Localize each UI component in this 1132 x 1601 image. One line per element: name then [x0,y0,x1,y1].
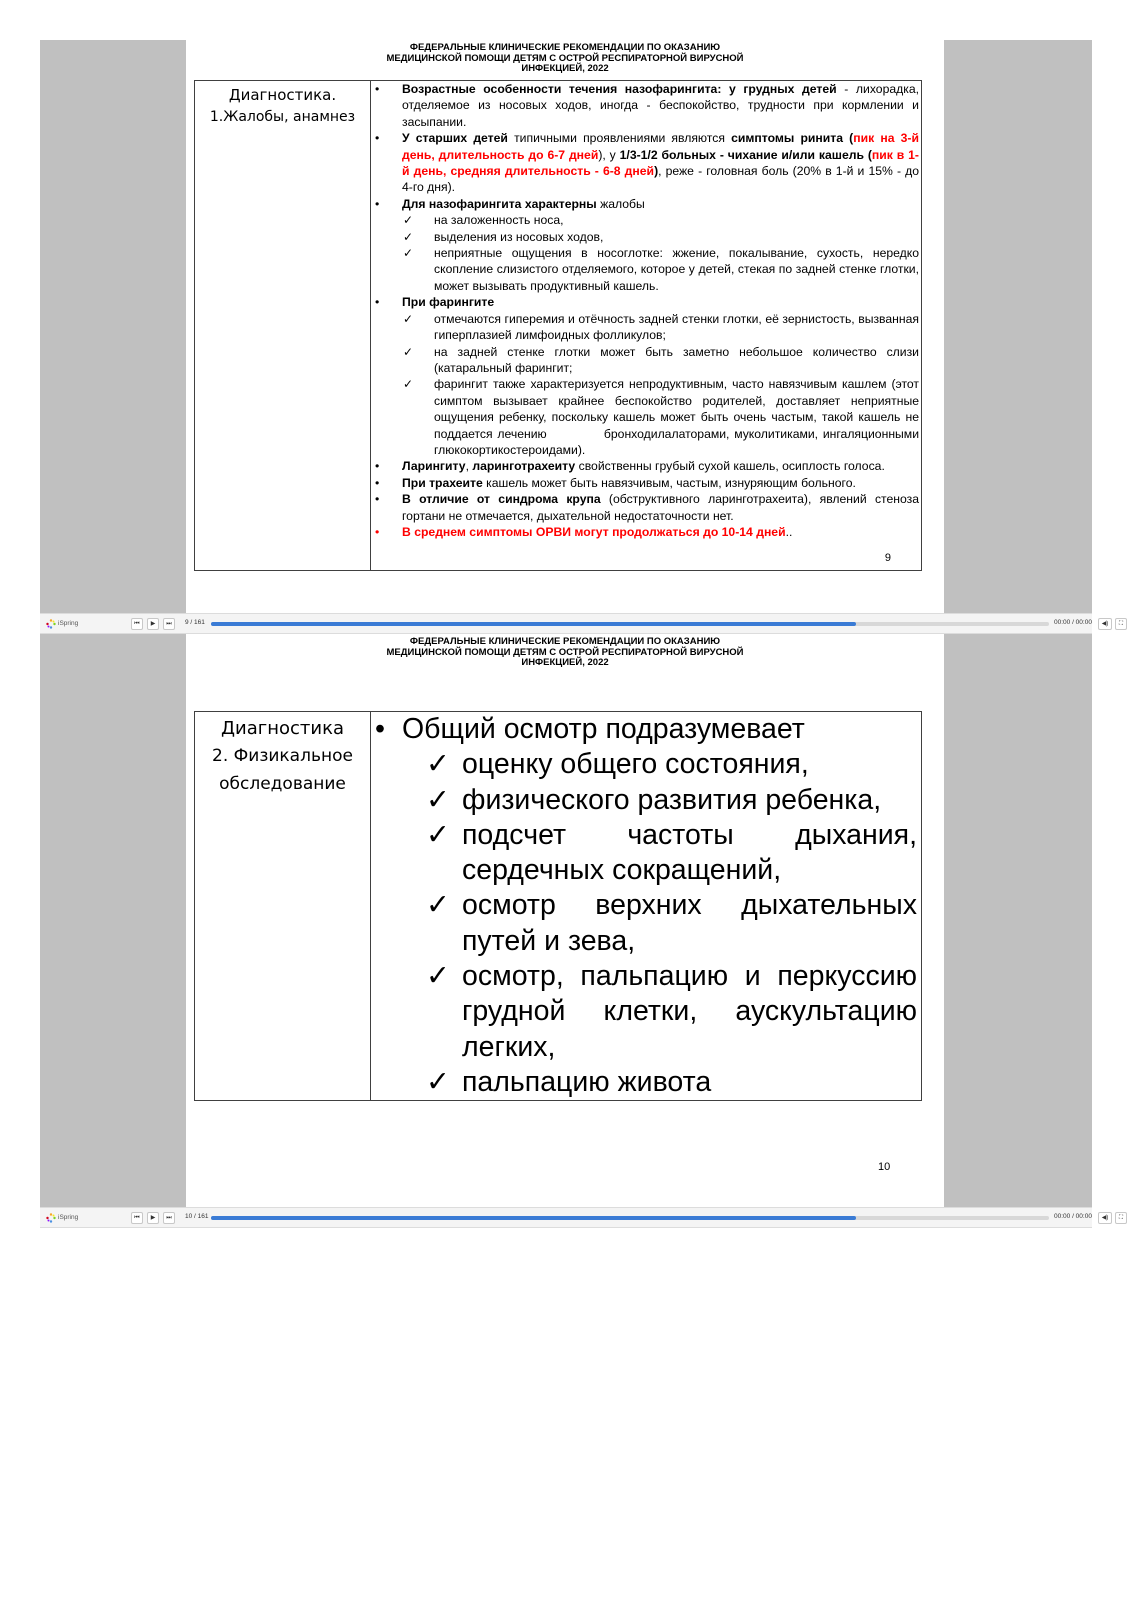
table-left-cell [195,712,371,1100]
text: , [465,459,473,474]
text: .. [785,524,793,539]
slide-9 [186,40,944,613]
text: выделения из носовых ходов, [434,229,604,244]
play-button[interactable]: ▶ [147,1212,159,1224]
slide-header [186,43,944,75]
check-icon: ✓ [426,960,450,993]
check-icon: ✓ [403,213,414,228]
section-subtitle: 2. Физикальное [212,746,353,766]
logo-text: iSpring [58,620,79,627]
section-title: Диагностика [220,718,344,739]
bullet-item [371,524,919,540]
text: осмотр верхних дыхательных путей и зева, [462,889,917,957]
check-icon: ✓ [426,748,450,781]
check-item [371,376,923,458]
ispring-icon [46,1213,56,1223]
bold-text: симптомы ринита ( [731,131,854,146]
text: отмечаются гиперемия и отёчность задней стенки глотки, её зернистость, вызванная гиперплазией лимфоидных фолликулов; [434,311,919,343]
ispring-logo [46,1212,78,1223]
slide-counter: 9 / 161 [185,619,205,626]
page-number: 10 [878,1161,891,1173]
check-item [371,818,921,889]
section-subtitle: обследование [219,774,346,794]
bullet-item [371,81,919,130]
bold-text: ларинготрахеиту [472,459,576,474]
check-item [371,344,919,377]
slide-9-frame [40,40,1092,613]
next-slide-button[interactable]: ⏭ [163,1212,175,1224]
check-icon: ✓ [403,377,414,392]
check-item [371,1065,921,1100]
bold-text: ) [654,164,659,179]
check-icon: ✓ [403,246,414,261]
content-table [194,711,922,1101]
progress-fill [211,1216,856,1220]
text: пальпацию живота [462,1065,712,1098]
time-display: 00:00 / 00:00 [1054,1213,1092,1220]
prev-slide-button[interactable]: ⏮ [131,1212,143,1224]
text: на заложенность носа, [434,213,564,228]
ispring-icon [46,619,56,629]
content-table [194,80,922,571]
check-item [371,245,919,294]
volume-button[interactable]: ◀) [1098,1212,1112,1224]
header-line: МЕДИЦИНСКОЙ ПОМОЩИ ДЕТЯМ С ОСТРОЙ РЕСПИРАТОРНОЙ ВИРУСНОЙ [386,52,744,64]
ispring-logo [46,618,78,629]
bold-text: При фарингите [402,295,495,310]
bullet-item [371,458,919,474]
text: свойственны грубый сухой кашель, осиплость голоса. [575,459,885,474]
bullet-item [371,475,919,491]
page-number: 9 [884,551,891,564]
bold-text: При трахеите [402,475,483,490]
slide-header [186,637,944,669]
fullscreen-button[interactable]: ⛶ [1115,618,1127,630]
bold-text: Возрастные особенности течения назофарингита: у грудных детей [402,82,837,96]
header-line: ИНФЕКЦИЕЙ, 2022 [521,657,609,668]
check-item [371,783,921,818]
text: типичными проявлениями являются [507,131,732,146]
section-subtitle: 1.Жалобы, анамнез [209,109,356,125]
check-item [371,311,919,344]
check-icon: ✓ [403,344,414,359]
text: кашель может быть навязчивым, частым, изнуряющим больного. [482,475,856,490]
bold-text: Ларингиту [402,459,466,474]
text: физического развития ребенка, [462,783,882,816]
player-bar [40,613,1124,634]
fullscreen-button[interactable]: ⛶ [1115,1212,1127,1224]
header-line: МЕДИЦИНСКОЙ ПОМОЩИ ДЕТЯМ С ОСТРОЙ РЕСПИРАТОРНОЙ ВИРУСНОЙ [386,646,744,658]
section-title: Диагностика. [228,86,337,104]
play-button[interactable]: ▶ [147,618,159,630]
bold-text: В отличие от синдрома крупа [402,492,601,507]
text: (обструктивного ларинготрахеита), явлений стеноза гортани не отмечается, дыхательной недостаточности нет. [402,492,919,523]
header-line: ФЕДЕРАЛЬНЫЕ КЛИНИЧЕСКИЕ РЕКОМЕНДАЦИИ ПО ОКАЗАНИЮ [409,42,721,53]
text: фарингит также характеризуется непродуктивным, часто навязчивым кашлем (этот симптом вызывает крайнее беспокойство родителей, доставляет неприятные ощущения ребенку, поскольку кашель может быть очень частым, такой кашель не поддается лечению бронходилалаторами, муколитиками, ингаляционными глюкокортикостероидами). [434,377,923,457]
text: - лихорадка, отделяемое из носовых ходов, иногда - беспокойство, трудности при кормлении и засыпании. [402,82,919,129]
text: , реже - головная боль (20% в 1-й и 15% - до 4-го дня). [402,164,919,195]
progress-bar[interactable] [211,1216,1049,1220]
bullet-item [371,294,919,310]
slide-counter: 10 / 161 [185,1213,209,1220]
progress-fill [211,622,856,626]
logo-text: iSpring [58,1214,79,1221]
text: ), у [598,147,620,162]
header-line: ИНФЕКЦИЕЙ, 2022 [521,63,609,74]
bold-text: 1/3-1/2 больных - чихание и/или кашель ( [619,147,872,162]
slide-10-frame [40,634,1092,1207]
volume-button[interactable]: ◀) [1098,618,1112,630]
check-icon: ✓ [426,783,450,816]
check-item [371,229,919,245]
prev-slide-button[interactable]: ⏮ [131,618,143,630]
header-line: ФЕДЕРАЛЬНЫЕ КЛИНИЧЕСКИЕ РЕКОМЕНДАЦИИ ПО ОКАЗАНИЮ [409,636,721,647]
time-display: 00:00 / 00:00 [1054,619,1092,626]
text: на задней стенке глотки может быть заметно небольшое количество слизи (катаральный фарингит; [434,344,919,375]
text: подсчет частоты дыхания, сердечных сокращений, [462,818,917,887]
check-icon: ✓ [403,311,414,326]
check-item [371,959,921,1065]
check-icon: ✓ [426,818,450,851]
bold-text: Для назофарингита характерны [402,196,597,211]
table-right-cell [371,712,921,1100]
check-icon: ✓ [426,1065,450,1098]
next-slide-button[interactable]: ⏭ [163,618,175,630]
slide-10 [186,634,944,1207]
player-bar [40,1207,1124,1228]
bullet-item [371,196,919,212]
highlight-text: В среднем симптомы ОРВИ могут продолжаться до 10-14 дней [402,524,786,539]
bullet-item: • Общий осмотр подразумевает [371,712,921,747]
bullet-item [371,491,919,524]
highlight-text: пик на 3-й день, длительность до 6-7 дней [402,131,919,162]
bullet-item [371,130,919,196]
text: неприятные ощущения в носоглотке: жжение, покалывание, сухость, нередко скопление слизистого отделяемого, которое у детей, стекая по задней стенке глотки, может вызывать продуктивный кашель. [434,246,919,293]
check-item [371,747,921,782]
check-icon: ✓ [426,889,450,922]
bold-text: У старших детей [402,131,508,146]
check-icon: ✓ [403,229,414,244]
check-item [371,212,919,228]
text: оценку общего состояния, [462,748,809,781]
progress-bar[interactable] [211,622,1049,626]
text: жалобы [596,196,645,211]
text: осмотр, пальпацию и перкуссию грудной клетки, аускультацию легких, [462,960,917,1063]
table-left-cell [195,81,371,570]
check-item [371,888,921,959]
table-right-cell [371,81,921,570]
highlight-text: пик в 1- й день, средняя длительность - 6-8 дней [402,147,919,179]
